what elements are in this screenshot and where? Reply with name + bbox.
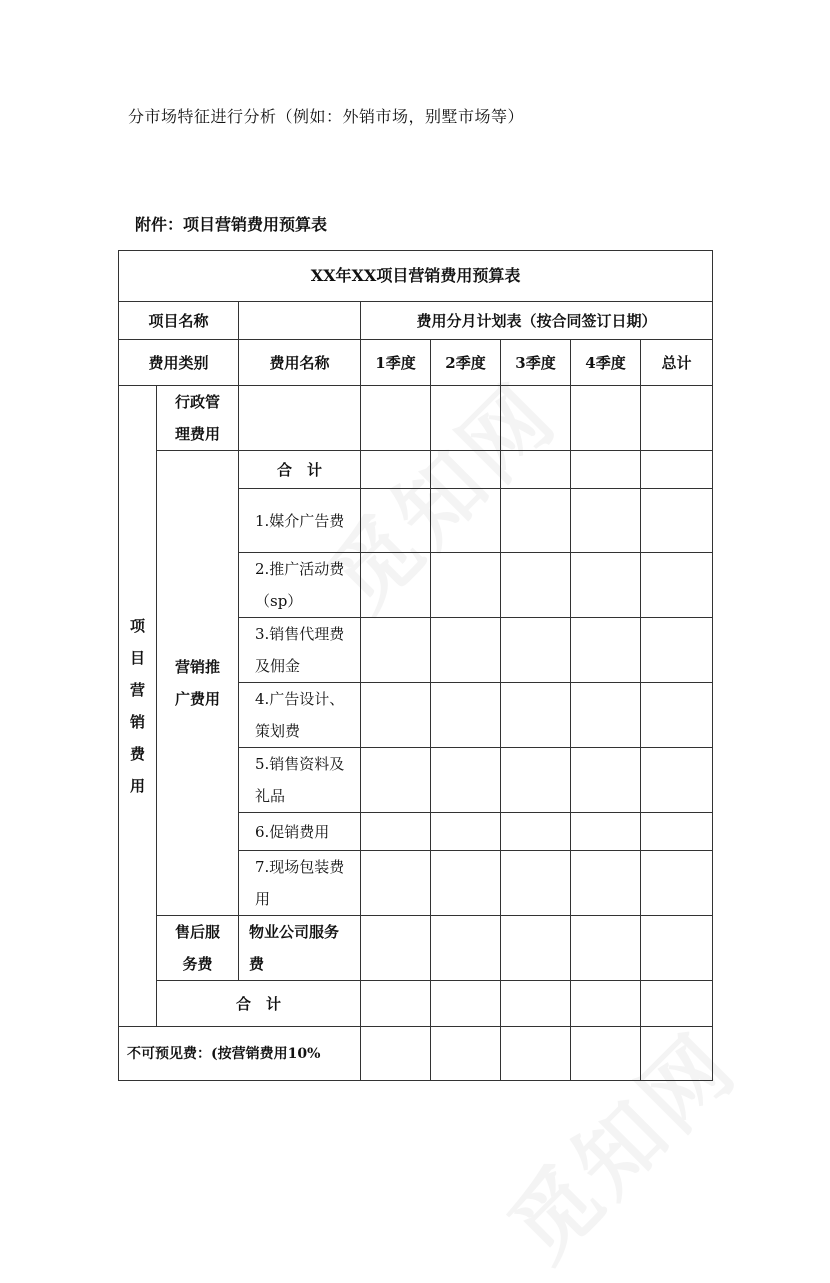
cell [361,1027,431,1081]
main-category-char: 营 [129,681,145,699]
cell [641,748,713,813]
cell [361,813,431,851]
main-category-char: 项 [129,617,145,635]
main-category-char: 费 [129,745,145,763]
plan-header: 费用分月计划表（按合同签订日期） [361,302,713,340]
cell [641,618,713,683]
cell [641,1027,713,1081]
contingency-label: 不可预见费：(按营销费用10% [119,1027,361,1081]
admin-fee-label: 行政管理费用 [157,386,239,451]
grand-total-label: 合 计 [157,981,361,1027]
q4-header: 4季度 [571,340,641,386]
cell [501,489,571,553]
cell [571,1027,641,1081]
q3-header: 3季度 [501,340,571,386]
marketing-item-label: 6.促销费用 [239,813,361,851]
marketing-item-label: 7.现场包装费用 [239,851,361,916]
cell [501,813,571,851]
cell [361,618,431,683]
attachment-title: 附件：项目营销费用预算表 [135,215,328,234]
cell [431,683,501,748]
cell [431,489,501,553]
cell [501,451,571,489]
cell [571,851,641,916]
cell [431,813,501,851]
category-header: 费用类别 [119,340,239,386]
cell [641,683,713,748]
cell [571,683,641,748]
project-name-label: 项目名称 [119,302,239,340]
cell [641,916,713,981]
main-category-char: 销 [129,713,145,731]
main-category-cell [119,386,157,1027]
cell [431,386,501,451]
cell [501,981,571,1027]
cell [431,451,501,489]
cell [571,981,641,1027]
main-category-char: 目 [129,649,145,667]
cell [571,813,641,851]
cell [641,386,713,451]
cell [501,553,571,618]
budget-table [118,250,713,1081]
cell [571,748,641,813]
aftersale-item-label: 物业公司服务费 [239,916,361,981]
cell [361,386,431,451]
cell [571,916,641,981]
cell [361,489,431,553]
total-header: 总计 [641,340,713,386]
cell [571,386,641,451]
cell [501,683,571,748]
marketing-item-label: 3.销售代理费及佣金 [239,618,361,683]
cell [501,748,571,813]
marketing-subtotal-label: 合 计 [239,451,361,489]
cell [571,618,641,683]
cell [641,813,713,851]
project-name-value [239,302,361,340]
cell [431,851,501,916]
cell [361,851,431,916]
cell [361,748,431,813]
cell [431,618,501,683]
cell [431,748,501,813]
cell [641,489,713,553]
aftersale-category-label: 售后服务费 [157,916,239,981]
marketing-category-label: 营销推广费用 [157,451,239,916]
cell [361,981,431,1027]
admin-fee-name [239,386,361,451]
cell [361,553,431,618]
cell [361,683,431,748]
marketing-item-label: 5.销售资料及礼品 [239,748,361,813]
cell [361,916,431,981]
cell [571,553,641,618]
cell [641,851,713,916]
table-title: XX年XX项目营销费用预算表 [119,251,713,302]
q2-header: 2季度 [431,340,501,386]
q1-header: 1季度 [361,340,431,386]
cell [641,553,713,618]
cell [431,1027,501,1081]
intro-text: 分市场特征进行分析（例如：外销市场，别墅市场等） [128,107,525,126]
marketing-item-label: 2.推广活动费（sp） [239,553,361,618]
cell [641,981,713,1027]
name-header: 费用名称 [239,340,361,386]
cell [431,916,501,981]
cell [641,451,713,489]
cell [501,851,571,916]
cell [501,386,571,451]
main-category-char: 用 [129,777,145,795]
cell [501,1027,571,1081]
cell [431,553,501,618]
cell [501,916,571,981]
marketing-item-label: 4.广告设计、策划费 [239,683,361,748]
cell [431,981,501,1027]
cell [501,618,571,683]
marketing-item-label: 1.媒介广告费 [239,489,361,553]
cell [361,451,431,489]
cell [571,489,641,553]
cell [571,451,641,489]
